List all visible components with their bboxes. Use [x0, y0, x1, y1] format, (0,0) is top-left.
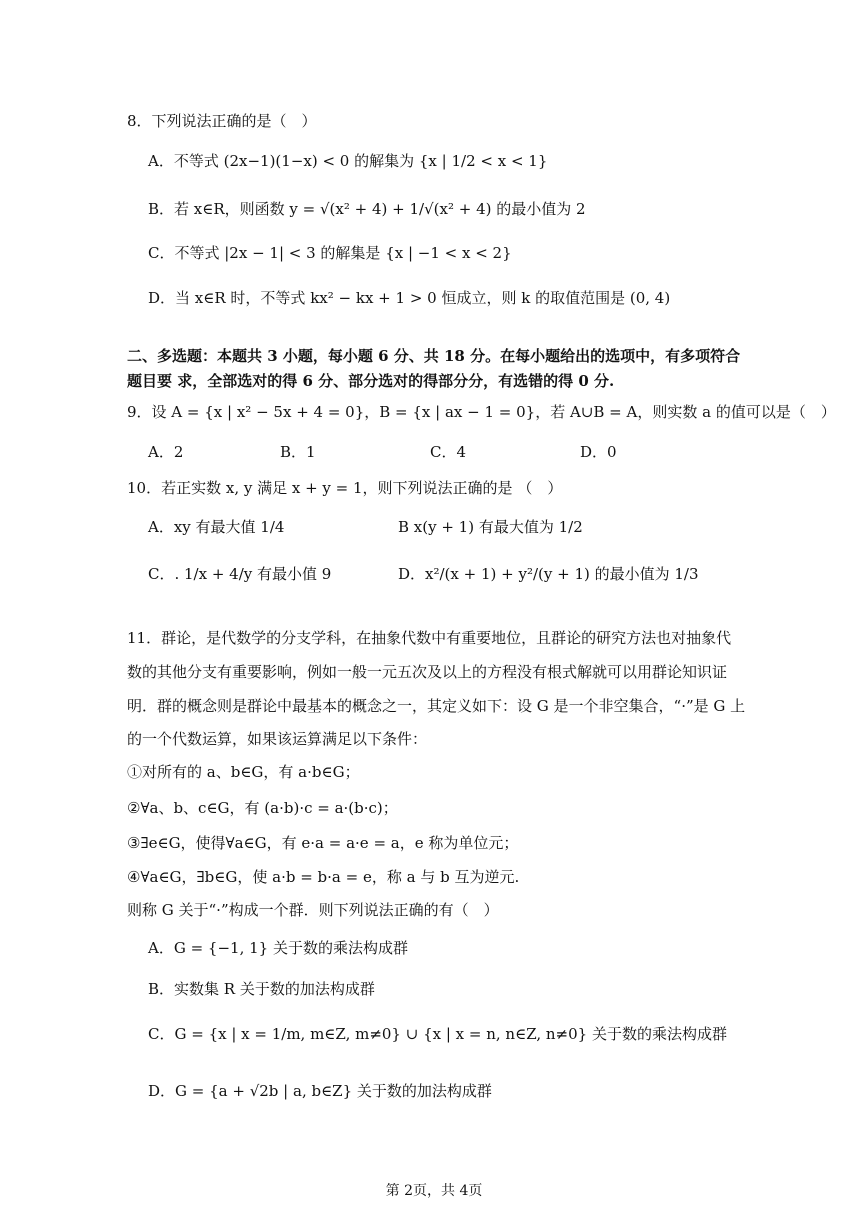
- q10-stem: 10．若正实数 x, y 满足 x + y = 1，则下列说法正确的是 （ ）: [127, 479, 563, 497]
- q9-stem: 9．设 A = {x | x² − 5x + 4 = 0}，B = {x | ax − 1 = 0}，若 A∪B = A，则实数 a 的值可以是（ ）: [127, 403, 836, 421]
- q11-paragraph-line1: 11．群论，是代数学的分支学科，在抽象代数中有重要地位，且群论的研究方法也对抽象代: [127, 629, 732, 647]
- q9-option-c: C．4: [430, 443, 467, 461]
- q9-option-d: D．0: [580, 443, 617, 461]
- q11-option-a: A．G = {−1, 1} 关于数的乘法构成群: [148, 939, 408, 957]
- section2-heading-line2: 题目要 求，全部选对的得 6 分、部分选对的得部分分，有选错的得 0 分.: [127, 372, 615, 390]
- q11-condition-4: ④∀a∈G，∃b∈G，使 a·b = b·a = e，称 a 与 b 互为逆元.: [127, 868, 520, 886]
- q9-option-b: B．1: [280, 443, 316, 461]
- q10-option-b: B x(y + 1) 有最大值为 1/2: [398, 518, 583, 536]
- q8-option-c: C．不等式 |2x − 1| < 3 的解集是 {x | −1 < x < 2}: [148, 244, 512, 262]
- q10-option-c: C．. 1/x + 4/y 有最小值 9: [148, 565, 332, 583]
- q8-option-d: D．当 x∈R 时，不等式 kx² − kx + 1 > 0 恒成立，则 k 的取值范围是 (0, 4): [148, 289, 671, 307]
- q11-paragraph-line4: 的一个代数运算，如果该运算满足以下条件：: [127, 730, 428, 748]
- section2-heading-line1: 二、多选题：本题共 3 小题，每小题 6 分、共 18 分。在每小题给出的选项中，有多项符合: [127, 347, 741, 365]
- q11-condition-3: ③∃e∈G，使得∀a∈G，有 e·a = a·e = a，e 称为单位元；: [127, 834, 519, 852]
- q11-conclusion: 则称 G 关于“·”构成一个群．则下列说法正确的有（ ）: [127, 901, 499, 919]
- q8-option-a: A．不等式 (2x−1)(1−x) < 0 的解集为 {x | 1/2 < x < 1}: [148, 152, 548, 170]
- q11-paragraph-line2: 数的其他分支有重要影响，例如一般一元五次及以上的方程没有根式解就可以用群论知识证: [127, 663, 728, 681]
- q11-paragraph-line3: 明．群的概念则是群论中最基本的概念之一，其定义如下：设 G 是一个非空集合，“·”是 G 上: [127, 697, 746, 715]
- q10-option-a: A．xy 有最大值 1/4: [148, 518, 285, 536]
- page-footer: 第 2页，共 4页: [385, 1183, 483, 1199]
- q11-condition-1: ①对所有的 a、b∈G，有 a·b∈G；: [127, 763, 360, 781]
- q8-stem: 8．下列说法正确的是（ ）: [127, 112, 317, 130]
- q10-option-d: D．x²/(x + 1) + y²/(y + 1) 的最小值为 1/3: [398, 565, 699, 583]
- q9-option-a: A．2: [148, 443, 184, 461]
- q11-option-b: B．实数集 R 关于数的加法构成群: [148, 980, 375, 998]
- q11-condition-2: ②∀a、b、c∈G，有 (a·b)·c = a·(b·c)；: [127, 799, 398, 817]
- q11-option-d: D．G = {a + √2b | a, b∈Z} 关于数的加法构成群: [148, 1082, 492, 1100]
- q11-option-c: C．G = {x | x = 1/m, m∈Z, m≠0} ∪ {x | x = n, n∈Z, n≠0} 关于数的乘法构成群: [148, 1025, 727, 1043]
- q8-option-b: B．若 x∈R，则函数 y = √(x² + 4) + 1/√(x² + 4) 的最小值为 2: [148, 200, 586, 218]
